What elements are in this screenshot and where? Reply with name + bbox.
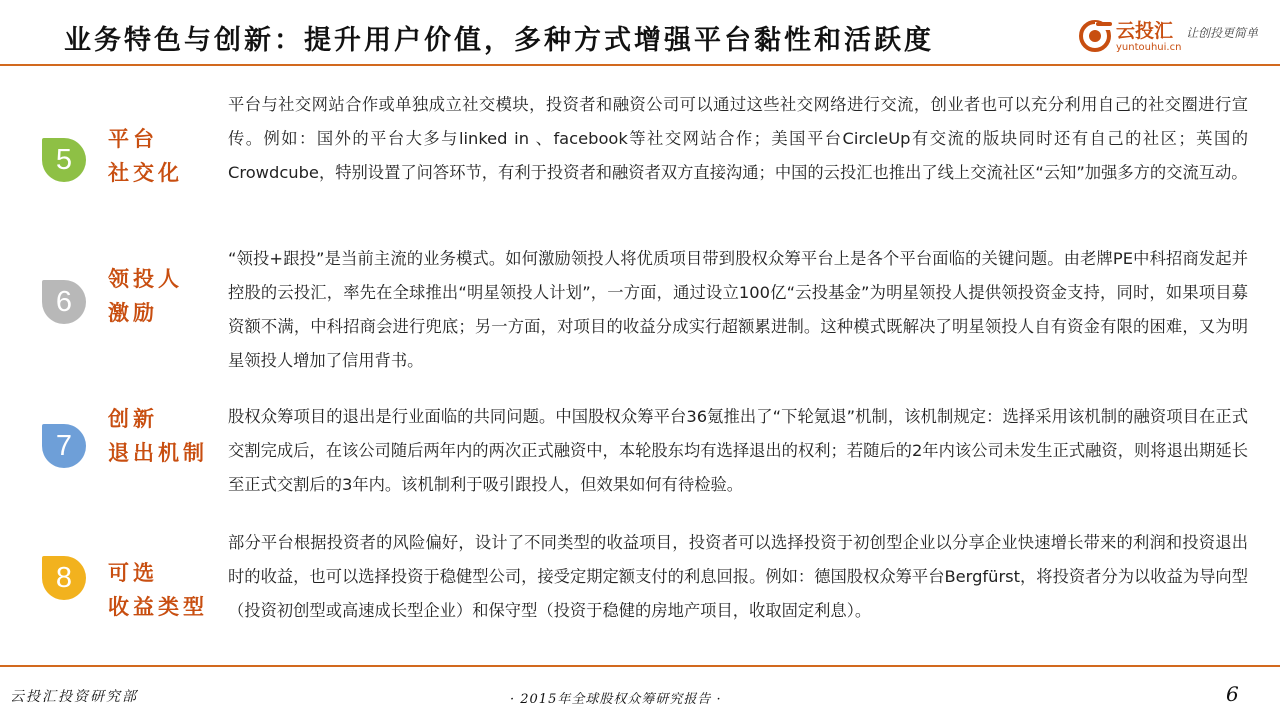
number-badge <box>38 420 90 472</box>
header-divider <box>0 64 1280 66</box>
badge-number: 8 <box>55 562 73 594</box>
brand-name: 云投汇 <box>1116 20 1174 42</box>
badge-number: 6 <box>55 286 73 318</box>
section-label <box>108 556 223 624</box>
section-text: 部分平台根据投资者的风险偏好，设计了不同类型的收益项目，投资者可以选择投资于初创型企业以分享企业快速增长带来的利润和投资退出时的收益，也可以选择投资于稳健型公司，接受定期定额支付的利息回报。例如：德国股权众筹平台Bergfürst，将投资者分为以收益为导向型（投资初创型或高速成长型企业）和保守型（投资于稳健的房地产项目，收取固定利息）。 <box>228 533 1248 620</box>
section-label-line2: 激励 <box>108 300 158 325</box>
section-label-line2: 退出机制 <box>108 440 208 465</box>
section-label <box>108 122 223 190</box>
section-label-line1: 可选 <box>108 560 158 585</box>
brand-slogan: 让创投更简单 <box>1186 26 1259 40</box>
section-text: 股权众筹项目的退出是行业面临的共同问题。中国股权众筹平台36氪推出了“下轮氪退”机制，该机制规定：选择采用该机制的融资项目在正式交割完成后，在该公司随后两年内的两次正式融资中，本轮股东均有选择退出的权利；若随后的2年内该公司未发生正式融资，则将退出期延长至正式交割后的3年内。该机制利于吸引跟投人，但效果如何有待检验。 <box>228 407 1248 494</box>
section-label-line1: 领投人 <box>108 266 183 291</box>
section-text: 平台与社交网站合作或单独成立社交模块，投资者和融资公司可以通过这些社交网络进行交流，创业者也可以充分利用自己的社交圈进行宣传。例如：国外的平台大多与linked in 、facebook等社交网站合作；美国平台CircleUp有交流的版块同时还有自己的社区；英国的Crowdcube，特别设置了问答环节，有利于投资者和融资者双方直接沟通；中国的云投汇也推出了线上交流社区“云知”加强多方的交流互动。 <box>228 95 1248 182</box>
section-label-line1: 创新 <box>108 406 158 431</box>
section-label-line2: 社交化 <box>108 160 183 185</box>
page-number: 6 <box>1226 682 1239 706</box>
footer-department: 云投汇投资研究部 <box>10 689 138 705</box>
section-label <box>108 262 223 330</box>
footer-report-title: · 2015年全球股权众筹研究报告 · <box>510 692 722 707</box>
section-label <box>108 402 223 470</box>
brand-url: yuntouhui.cn <box>1116 42 1182 53</box>
number-badge <box>38 552 90 604</box>
badge-number: 5 <box>55 144 73 176</box>
yuntouhui-logo-icon <box>1078 18 1112 52</box>
brand-logo <box>1078 14 1278 60</box>
section-label-line2: 收益类型 <box>108 594 208 619</box>
section-label-line1: 平台 <box>108 126 158 151</box>
badge-number: 7 <box>55 430 73 462</box>
section-text: “领投+跟投”是当前主流的业务模式。如何激励领投人将优质项目带到股权众筹平台上是各个平台面临的关键问题。由老牌PE中科招商发起并控股的云投汇，率先在全球推出“明星领投人计划”，一方面，通过设立100亿“云投基金”为明星领投人提供领投资金支持，同时，如果项目募资额不满，中科招商会进行兜底；另一方面，对项目的收益分成实行超额累进制。这种模式既解决了明星领投人自有资金有限的困难，又为明星领投人增加了信用背书。 <box>228 249 1248 370</box>
slide-header <box>0 0 1280 66</box>
number-badge <box>38 134 90 186</box>
number-badge <box>38 276 90 328</box>
footer-divider <box>0 665 1280 667</box>
slide-title: 业务特色与创新：提升用户价值，多种方式增强平台黏性和活跃度 <box>64 25 934 56</box>
